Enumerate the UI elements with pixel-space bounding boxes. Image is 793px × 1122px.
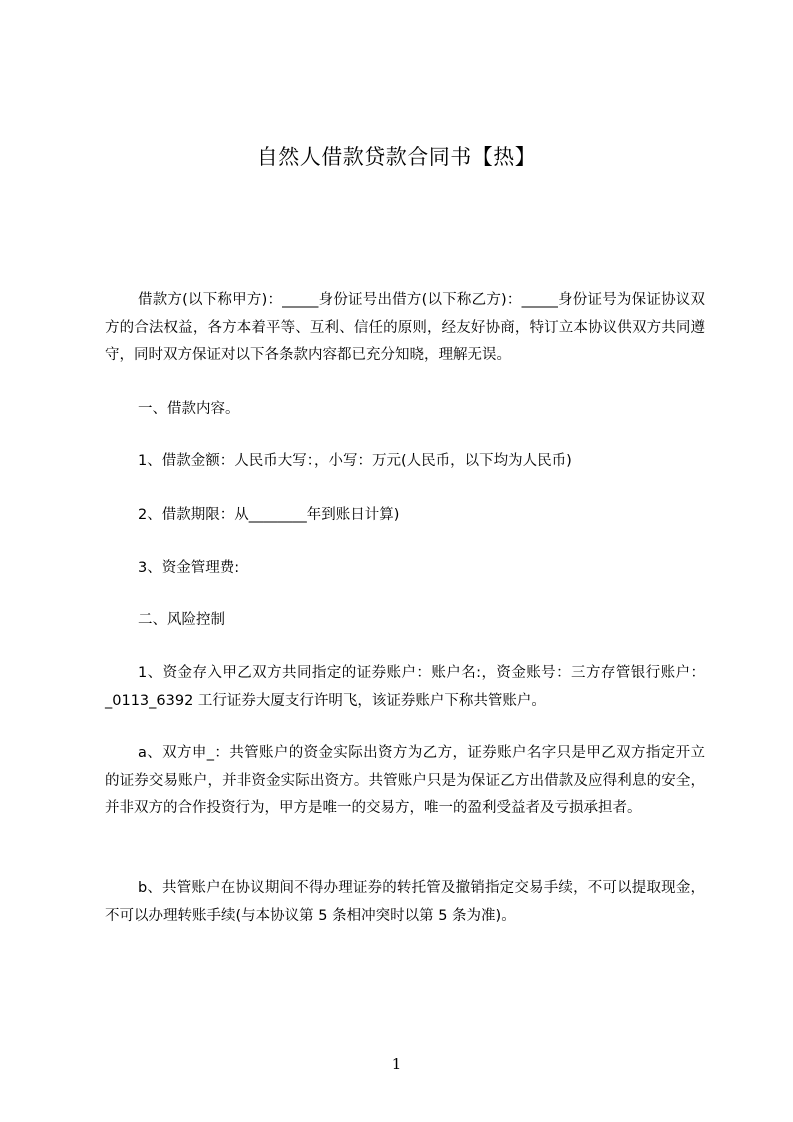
clause-loan-amount: 1、借款金额：人民币大写：，小写：万元(人民币，以下均为人民币) — [138, 453, 572, 469]
clause-a-declaration: a、双方申_：共管账户的资金实际出资方为乙方，证券账户名字只是甲乙双方指定开立的证券交易账户，并非资金实际出资方。共管账户只是为保证乙方出借款及应得利息的安全，并非双方的合作投资行为，甲方是唯一的交易方，唯一的盈利受益者及亏损承担者。 — [105, 745, 705, 816]
clause-joint-securities-account: 1、资金存入甲乙双方共同指定的证券账户：账户名:，资金账号：三方存管银行账户：_0113_6392 工行证券大厦支行许明飞，该证券账户下称共管账户。 — [105, 665, 705, 709]
clause-loan-term: 2、借款期限：从________年到账日计算) — [138, 507, 400, 523]
intro-paragraph: 借款方(以下称甲方)：_____身份证号出借方(以下称乙方)：_____身份证号为保证协议双方的合法权益，各方本着平等、互利、信任的原则，经友好协商，特订立本协议供双方共同遵守，同时双方保证对以下各条款内容都已充分知晓，理解无误。 — [105, 292, 705, 363]
page-title: 自然人借款贷款合同书【热】 — [256, 145, 537, 169]
section-heading-loan-content: 一、借款内容。 — [138, 401, 240, 417]
clause-b-account-restrictions: b、共管账户在协议期间不得办理证券的转托管及撤销指定交易手续，不可以提取现金，不可以办理转账手续(与本协议第 5 条相冲突时以第 5 条为准)。 — [105, 880, 705, 924]
page-number: 1 — [391, 1055, 402, 1073]
section-heading-risk-control: 二、风险控制 — [138, 612, 225, 628]
clause-management-fee: 3、资金管理费: — [138, 560, 240, 576]
